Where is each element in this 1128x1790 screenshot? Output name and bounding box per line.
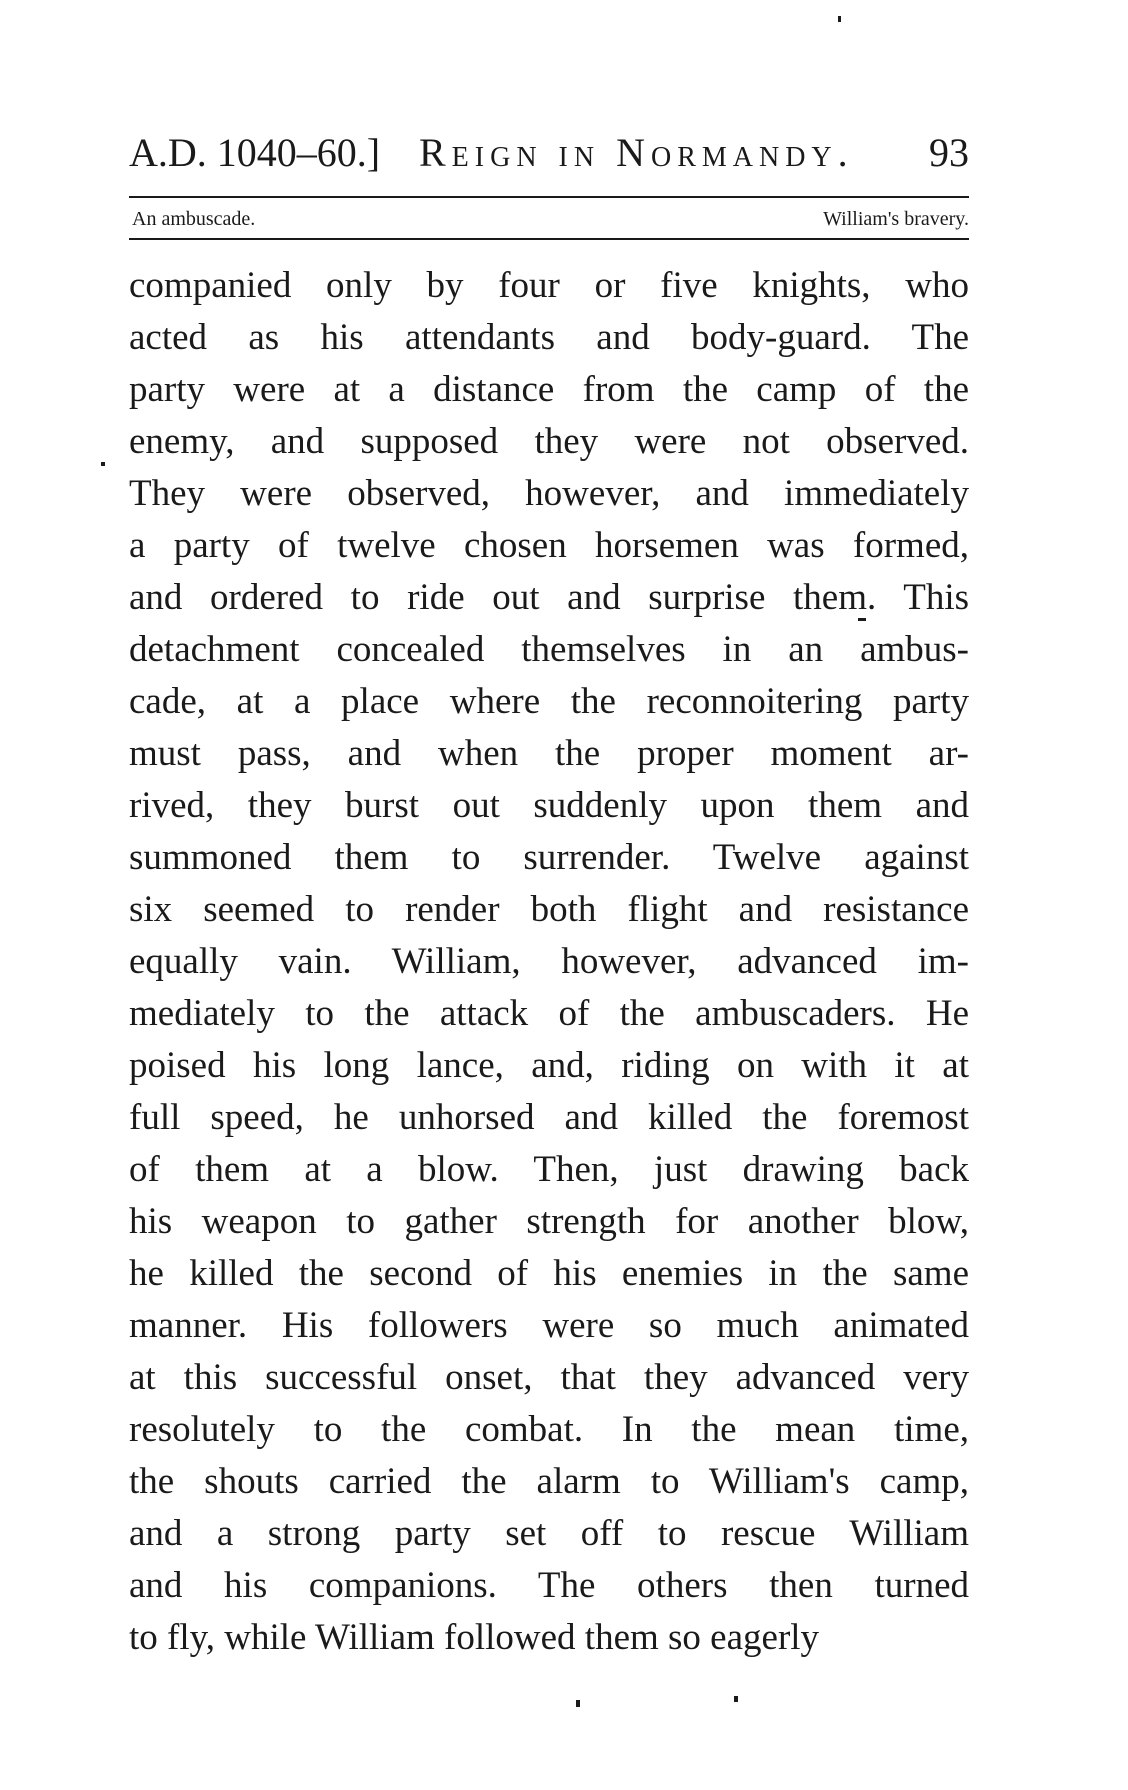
running-head: [129, 128, 969, 178]
text-line: resolutely to the combat. In the mean time,: [129, 1409, 969, 1450]
header-title: Reign in Normandy.: [419, 130, 854, 175]
text-line: rived, they burst out suddenly upon them and: [129, 785, 969, 826]
text-line: six seemed to render both flight and resistance: [129, 889, 969, 930]
print-speck: [101, 462, 105, 466]
print-speck: [838, 16, 841, 22]
side-notes: [129, 204, 969, 234]
text-line: at this successful onset, that they advanced very: [129, 1357, 969, 1398]
text-line: he killed the second of his enemies in the same: [129, 1253, 969, 1294]
text-line: enemy, and supposed they were not observed.: [129, 421, 969, 462]
text-line: detachment concealed themselves in an ambus-: [129, 629, 969, 670]
text-line: to fly, while William followed them so eagerly: [129, 1617, 820, 1658]
header-dates: A.D. 1040–60.]: [129, 130, 381, 175]
text-line: cade, at a place where the reconnoitering party: [129, 681, 969, 722]
header-rule-bottom: [129, 238, 969, 240]
text-line: must pass, and when the proper moment ar-: [129, 733, 969, 774]
text-line: They were observed, however, and immediately: [129, 473, 969, 514]
text-line: and a strong party set off to rescue William: [129, 1513, 969, 1554]
text-line: companied only by four or five knights, who: [129, 265, 969, 306]
text-line: and his companions. The others then turned: [129, 1565, 969, 1606]
text-line: summoned them to surrender. Twelve against: [129, 837, 969, 878]
text-line: his weapon to gather strength for another blow,: [129, 1201, 969, 1242]
text-line: of them at a blow. Then, just drawing back: [129, 1149, 969, 1190]
text-line: acted as his attendants and body-guard. The: [129, 317, 969, 358]
body-text: [129, 260, 969, 1664]
text-line: mediately to the attack of the ambuscaders. He: [129, 993, 969, 1034]
print-speck: [858, 618, 866, 621]
print-speck: [576, 1700, 580, 1707]
page-number: 93: [929, 130, 969, 175]
text-line: and ordered to ride out and surprise them. This: [129, 577, 969, 618]
text-line: full speed, he unhorsed and killed the foremost: [129, 1097, 969, 1138]
side-note-left: An ambuscade.: [132, 208, 256, 230]
header-rule-top: [129, 196, 969, 198]
print-speck: [734, 1696, 738, 1702]
text-line: poised his long lance, and, riding on with it at: [129, 1045, 969, 1086]
text-line: a party of twelve chosen horsemen was formed,: [129, 525, 969, 566]
side-note-right: William's bravery.: [823, 208, 969, 230]
text-line: party were at a distance from the camp of the: [129, 369, 969, 410]
text-line: equally vain. William, however, advanced im-: [129, 941, 969, 982]
text-line: manner. His followers were so much animated: [129, 1305, 969, 1346]
text-line: the shouts carried the alarm to William's camp,: [129, 1461, 969, 1502]
